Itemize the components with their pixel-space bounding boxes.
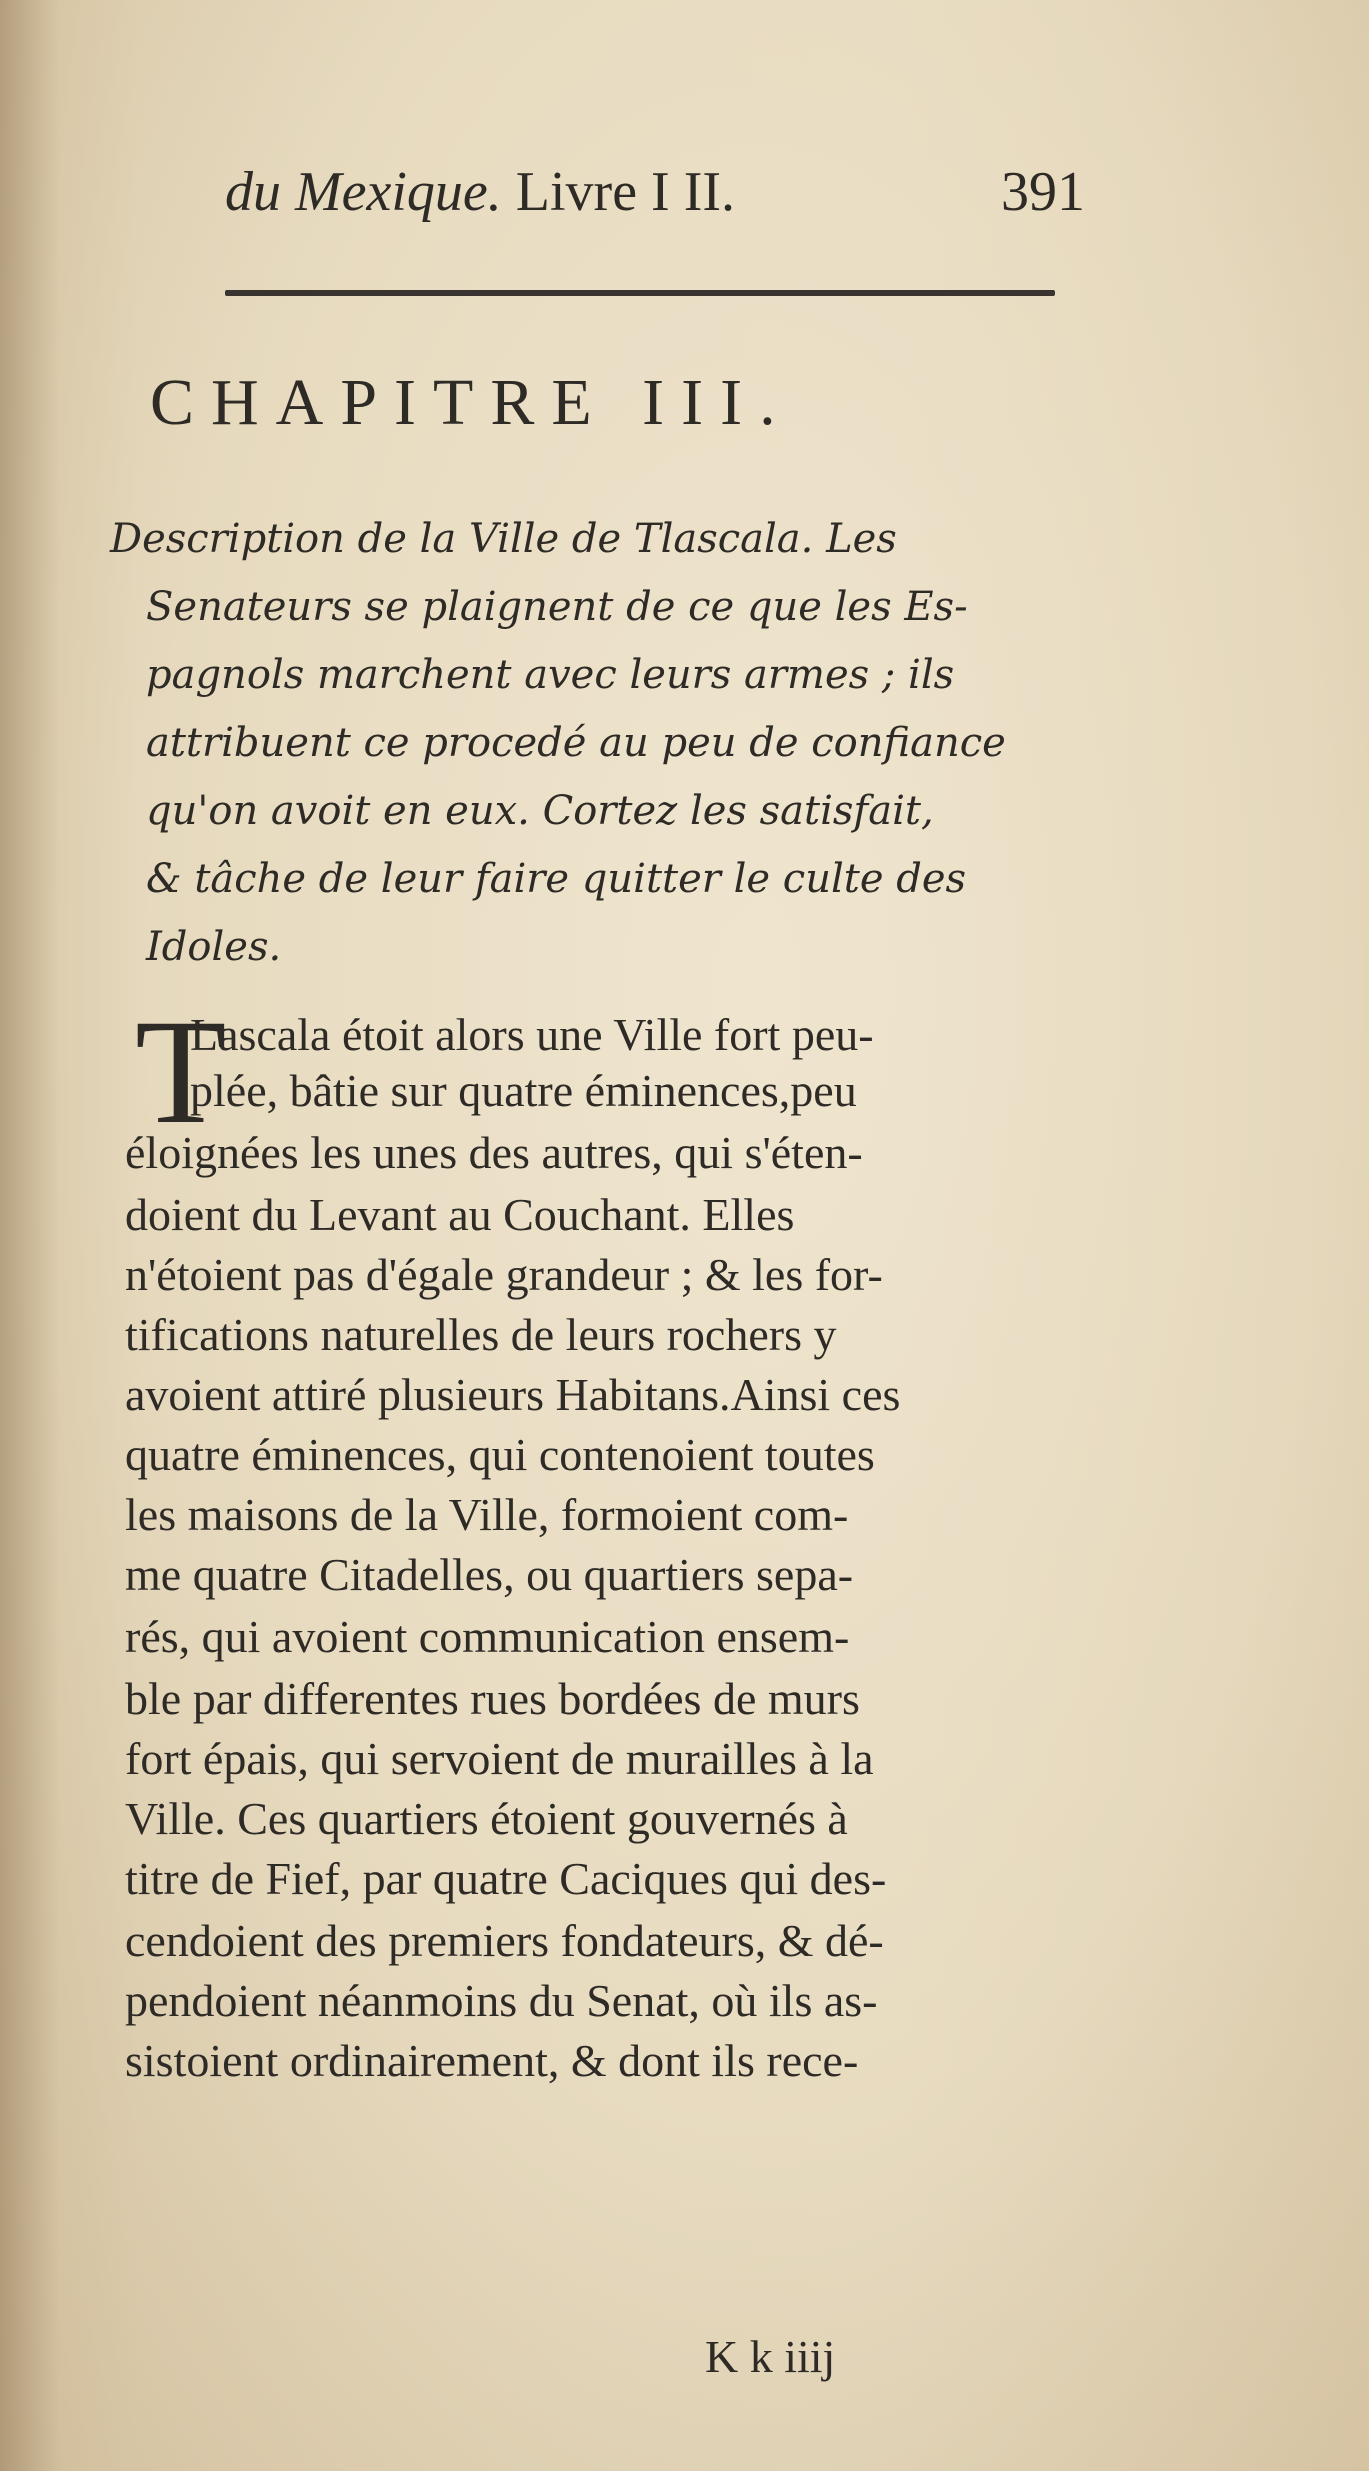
running-head-roman: Livre I II. [501, 161, 735, 223]
body-line: pendoient néanmoins du Senat, où ils as- [125, 1975, 878, 2026]
page-number: 391 [1001, 161, 1085, 223]
body-line: éloignées les unes des autres, qui s'éten- [125, 1127, 863, 1178]
drop-capital: T [135, 989, 227, 1155]
summary-line: pagnols marchent avec leurs armes ; ils [146, 652, 955, 698]
page-gutter-shadow [0, 0, 60, 2471]
header-rule [225, 290, 1055, 296]
body-line: tifications naturelles de leurs rochers y [125, 1309, 837, 1360]
running-head [225, 160, 1085, 240]
body-line: les maisons de la Ville, formoient com- [125, 1489, 849, 1540]
body-line: Lascala étoit alors une Ville fort peu- [190, 1009, 874, 1060]
body-line: rés, qui avoient communication ensem- [125, 1611, 850, 1662]
running-head-title [225, 160, 735, 224]
body-line: quatre éminences, qui contenoient toutes [125, 1429, 875, 1480]
body-line: titre de Fief, par quatre Caciques qui des- [125, 1853, 887, 1904]
body-line: cendoient des premiers fondateurs, & dé- [125, 1915, 884, 1966]
signature-mark: K k iiij [705, 2331, 836, 2382]
summary-line: Description de la Ville de Tlascala. Les [110, 516, 897, 562]
body-line: me quatre Citadelles, ou quartiers sepa- [125, 1549, 854, 1600]
body-line: avoient attiré plusieurs Habitans.Ainsi ces [125, 1369, 901, 1420]
summary-line: & tâche de leur faire quitter le culte des [146, 856, 967, 902]
body-line: plée, bâtie sur quatre éminences,peu [190, 1065, 857, 1116]
chapter-summary [110, 505, 1115, 981]
running-head-italic: du Mexique. [225, 161, 502, 223]
body-line: fort épais, qui servoient de murailles à la [125, 1733, 874, 1784]
summary-line: Senateurs se plaignent de ce que les Es- [146, 584, 968, 630]
summary-line: Idoles. [146, 924, 282, 970]
summary-line: attribuent ce procedé au peu de confiance [146, 720, 1006, 766]
body-line: doient du Levant au Couchant. Elles [125, 1189, 795, 1240]
body-line: ble par differentes rues bordées de murs [125, 1673, 860, 1724]
body-line: Ville. Ces quartiers étoient gouvernés à [125, 1793, 848, 1844]
body-line: sistoient ordinairement, & dont ils rece- [125, 2035, 859, 2086]
summary-line: qu'on avoit en eux. Cortez les satisfait, [146, 788, 934, 834]
body-line: n'étoient pas d'égale grandeur ; & les for- [125, 1249, 883, 1300]
chapter-heading: CHAPITRE III. [150, 366, 793, 439]
